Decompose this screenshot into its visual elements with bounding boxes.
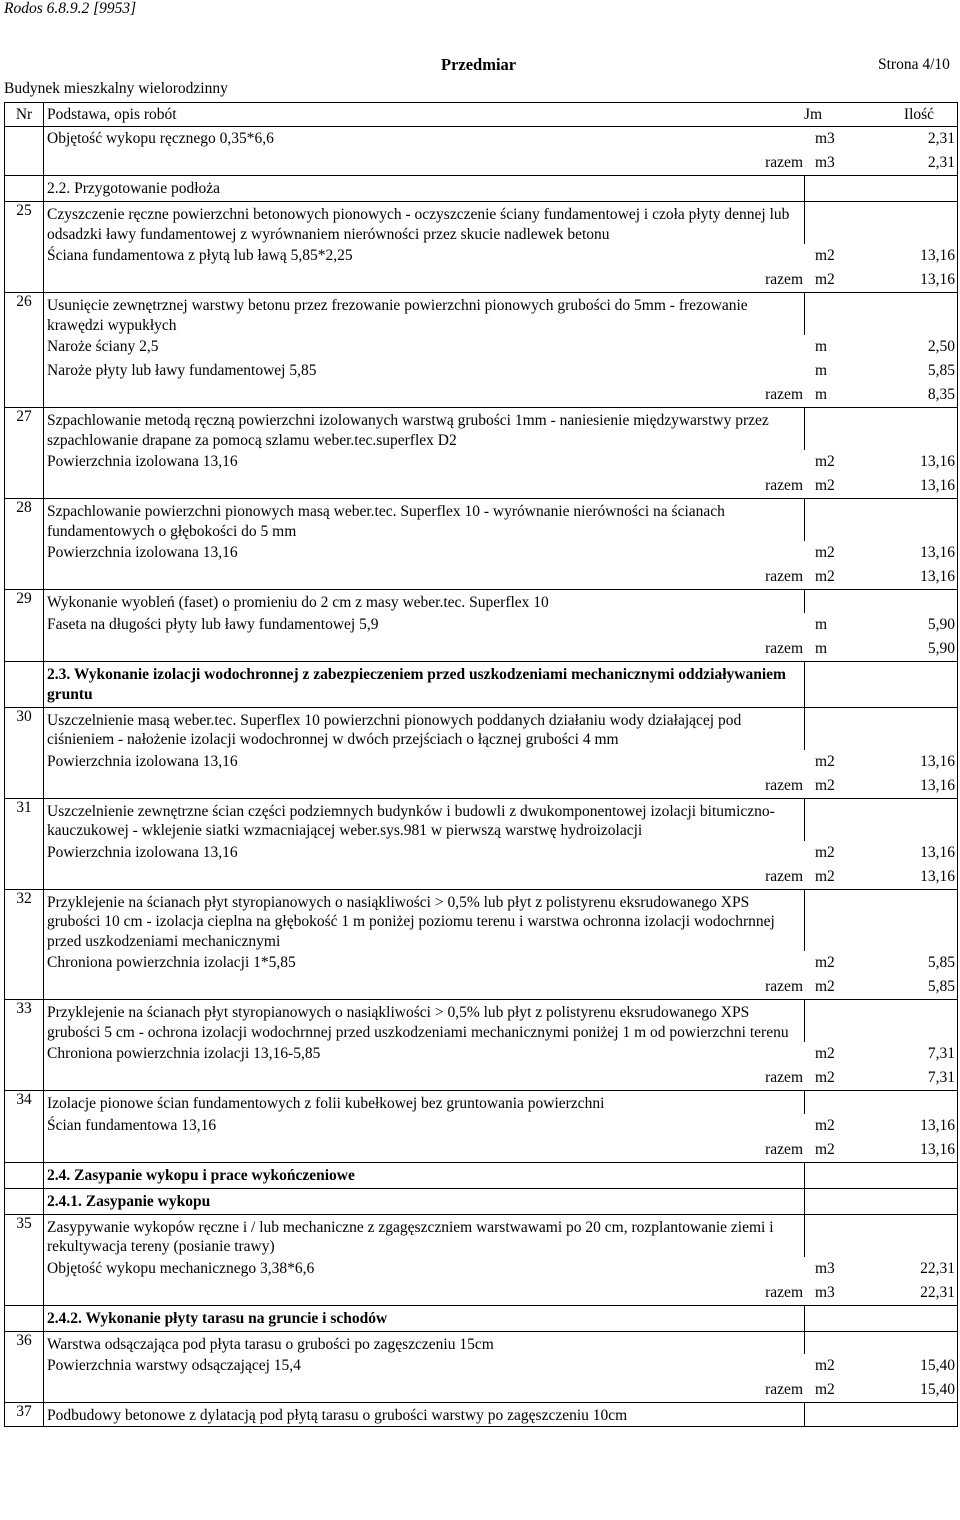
unit-qty-cell [804, 799, 958, 841]
item-number [4, 450, 44, 474]
measure-unit: m2 [815, 544, 835, 561]
table-row [4, 708, 958, 750]
table-row [4, 1042, 958, 1066]
total-value: 15,40 [920, 1381, 955, 1398]
total-unit: m2 [815, 271, 835, 288]
table-header [4, 102, 958, 127]
table-row [4, 951, 958, 975]
unit-qty-cell [804, 708, 958, 750]
table-row [4, 590, 958, 613]
item-number [4, 750, 44, 774]
item-content [44, 450, 958, 474]
item-content [44, 202, 804, 244]
measure-formula: Chroniona powierzchnia izolacji 1*5,85 [47, 954, 296, 971]
table-row [4, 565, 958, 590]
unit-qty-cell [804, 1091, 958, 1114]
item-number [4, 865, 44, 889]
total-label: razem [765, 386, 803, 403]
total-unit: m2 [815, 1140, 835, 1158]
item-number: 28 [4, 499, 44, 541]
item-content [44, 176, 804, 201]
document-title: Przedmiar [441, 55, 517, 74]
item-number [4, 1066, 44, 1090]
section-heading: 2.4. Zasypanie wykopu i prace wykończeniowe [47, 1166, 355, 1184]
item-content [44, 613, 958, 637]
item-content [44, 151, 958, 175]
total-value: 2,31 [927, 154, 955, 171]
item-content [44, 890, 804, 952]
item-content [44, 359, 958, 383]
total-unit: m3 [815, 154, 835, 171]
measure-value: 7,31 [927, 1045, 955, 1062]
unit-qty-cell [804, 1403, 958, 1426]
total-label: razem [765, 1069, 803, 1086]
item-description: Uszczelnienie zewnętrzne ścian części podziemnych budynków i budowli z dwukomponentowej izolacji bitumiczno-kauczukowej - wklejenie siatki wzmacniającej weber.sys.981 w pierwszą warstwę hydroizolacji [47, 802, 775, 839]
item-content [44, 499, 804, 541]
measure-value: 5,85 [927, 954, 955, 971]
item-number [4, 335, 44, 359]
total-value: 13,16 [920, 867, 955, 885]
table-row [4, 1215, 958, 1257]
item-content [44, 1189, 804, 1214]
item-number: 29 [4, 590, 44, 613]
item-content [44, 662, 804, 707]
item-number [4, 244, 44, 268]
col-unit-qty-header [804, 103, 958, 126]
unit-qty-cell [804, 202, 958, 244]
total-unit: m2 [815, 776, 835, 794]
item-content [44, 268, 958, 292]
measure-unit: m3 [815, 1259, 835, 1277]
col-desc-header: Podstawa, opis robót [47, 106, 177, 123]
unit-qty-cell [804, 1163, 958, 1188]
total-unit: m2 [815, 978, 835, 995]
item-number: 31 [4, 799, 44, 841]
item-number: 30 [4, 708, 44, 750]
table-row [4, 499, 958, 541]
table-row [4, 1189, 958, 1215]
item-content [44, 708, 804, 750]
item-number: 26 [4, 293, 44, 335]
item-content [44, 1114, 958, 1138]
item-content [44, 1066, 958, 1090]
table-row [4, 841, 958, 865]
item-number [4, 1378, 44, 1402]
item-description: Izolacje pionowe ścian fundamentowych z folii kubełkowej bez gruntowania powierzchni [47, 1095, 605, 1112]
project-name: Budynek mieszkalny wielorodzinny [4, 80, 228, 97]
measure-formula: Powierzchnia warstwy odsączającej 15,4 [47, 1357, 301, 1374]
measure-value: 13,16 [920, 453, 955, 470]
item-content [44, 1091, 804, 1114]
item-description: Warstwa odsączająca pod płyta tarasu o grubości po zagęszczeniu 15cm [47, 1335, 494, 1353]
measure-formula: Naroże ściany 2,5 [47, 338, 159, 355]
table-row [4, 890, 958, 952]
measure-formula: Powierzchnia izolowana 13,16 [47, 843, 238, 861]
item-number [4, 1281, 44, 1305]
measure-unit: m2 [815, 1045, 835, 1062]
item-content [44, 799, 804, 841]
total-unit: m2 [815, 568, 835, 585]
item-number [4, 637, 44, 661]
measure-formula: Naroże płyty lub ławy fundamentowej 5,85 [47, 362, 317, 379]
item-number [4, 151, 44, 175]
unit-qty-cell [804, 1215, 958, 1257]
table-row [4, 268, 958, 293]
measure-value: 13,16 [920, 544, 955, 561]
total-unit: m [815, 386, 828, 403]
item-number [4, 774, 44, 798]
table-row [4, 1332, 958, 1355]
unit-qty-cell [804, 1000, 958, 1042]
measure-unit: m2 [815, 954, 835, 971]
table-row [4, 774, 958, 799]
item-description: Uszczelnienie masą weber.tec. Superflex 10 powierzchni pionowych poddanych działaniu wody działającej pod ciśnieniem - nałożenie izolacji wodochronnej w dwóch przejściach o łącznej grubości 4 mm [47, 711, 742, 748]
item-number [4, 1354, 44, 1378]
measure-value: 2,31 [927, 130, 955, 147]
item-number [4, 613, 44, 637]
item-description: Podbudowy betonowe z dylatacją pod płytą tarasu o grubości warstwy po zagęszczeniu 10cm [47, 1407, 628, 1424]
table-row [4, 474, 958, 499]
software-version: Rodos 6.8.9.2 [9953] [4, 0, 137, 17]
item-content [44, 865, 958, 889]
item-number: 27 [4, 408, 44, 450]
item-number [4, 662, 44, 707]
item-number [4, 841, 44, 865]
measure-unit: m [815, 338, 828, 355]
item-description: Czyszczenie ręczne powierzchni betonowych pionowych - oczyszczenie ściany fundamentowej i czoła płyty dennej lub odsadzki ławy fundamentowej z wyrównaniem nierówności przez skucie nadlewek betonu [47, 206, 790, 243]
item-description: Wykonanie wyobleń (faset) o promieniu do 2 cm z masy weber.tec. Superflex 10 [47, 594, 549, 611]
measure-unit: m2 [815, 453, 835, 470]
measure-formula: Objętość wykopu ręcznego 0,35*6,6 [47, 130, 274, 147]
table-row [4, 1378, 958, 1403]
item-content [44, 1138, 958, 1162]
table-row [4, 865, 958, 890]
measure-unit: m2 [815, 843, 835, 861]
item-content [44, 383, 958, 407]
total-unit: m2 [815, 1069, 835, 1086]
item-content [44, 841, 958, 865]
table-row [4, 383, 958, 408]
total-label: razem [765, 867, 803, 885]
section-heading: 2.2. Przygotowanie podłoża [47, 180, 221, 197]
item-number: 25 [4, 202, 44, 244]
measure-unit: m [815, 615, 828, 633]
item-content [44, 408, 804, 450]
item-content [44, 1306, 804, 1331]
item-description: Szpachlowanie metodą ręczną powierzchni izolowanych warstwą grubości 1mm - naniesienie międzywarstwy przez szpachlowanie drapane za pomocą szlamu weber.tec.superflex D2 [47, 412, 769, 449]
table-row [4, 662, 958, 708]
item-content [44, 1042, 958, 1066]
table-row [4, 1114, 958, 1138]
item-number [4, 474, 44, 498]
measure-formula: Objętość wykopu mechanicznego 3,38*6,6 [47, 1259, 315, 1277]
table-row [4, 408, 958, 450]
page-number: Strona 4/10 [878, 56, 950, 73]
measure-value: 15,40 [920, 1357, 955, 1374]
unit-qty-cell [804, 499, 958, 541]
table-row [4, 637, 958, 662]
item-number: 34 [4, 1091, 44, 1114]
item-number [4, 1138, 44, 1162]
table-row [4, 613, 958, 637]
total-value: 5,85 [927, 978, 955, 995]
table-row [4, 202, 958, 244]
col-unit-header: Jm [804, 106, 823, 123]
item-number [4, 359, 44, 383]
measure-formula: Chroniona powierzchnia izolacji 13,16-5,85 [47, 1045, 321, 1062]
item-content [44, 1332, 804, 1355]
col-qty-header: Ilość [903, 106, 935, 123]
measure-value: 2,50 [927, 338, 955, 355]
total-value: 7,31 [927, 1069, 955, 1086]
table-row [4, 1138, 958, 1163]
measure-unit: m2 [815, 1357, 835, 1374]
section-heading: 2.4.1. Zasypanie wykopu [47, 1192, 211, 1210]
item-content [44, 975, 958, 999]
item-content [44, 541, 958, 565]
item-number [4, 383, 44, 407]
total-label: razem [765, 154, 803, 171]
table-row [4, 176, 958, 202]
total-unit: m [815, 639, 828, 657]
total-value: 5,90 [927, 639, 955, 657]
table-row [4, 127, 958, 151]
item-content [44, 244, 958, 268]
measure-value: 5,90 [927, 615, 955, 633]
item-content [44, 590, 804, 613]
table-row [4, 799, 958, 841]
item-number [4, 176, 44, 201]
measure-formula: Powierzchnia izolowana 13,16 [47, 453, 238, 470]
item-number [4, 1257, 44, 1281]
item-number: 35 [4, 1215, 44, 1257]
col-nr-header: Nr [4, 103, 44, 126]
measure-unit: m2 [815, 752, 835, 770]
item-number [4, 1189, 44, 1214]
item-content [44, 1163, 804, 1188]
item-number [4, 127, 44, 151]
item-number: 36 [4, 1332, 44, 1355]
item-number [4, 1114, 44, 1138]
item-description: Szpachlowanie powierzchni pionowych masą weber.tec. Superflex 10 - wyrównanie nierówności na ścianach fundamentowych o głębokości do 5 mm [47, 503, 725, 540]
total-unit: m2 [815, 1381, 835, 1398]
estimate-table [4, 102, 958, 1427]
total-label: razem [765, 477, 803, 494]
total-value: 13,16 [920, 568, 955, 585]
total-value: 22,31 [920, 1283, 955, 1301]
item-content [44, 1215, 804, 1257]
measure-unit: m2 [815, 1116, 835, 1134]
unit-qty-cell [804, 890, 958, 952]
measure-value: 22,31 [920, 1259, 955, 1277]
item-number [4, 541, 44, 565]
item-content [44, 1354, 958, 1378]
table-body [4, 127, 958, 1427]
item-content [44, 335, 958, 359]
measure-unit: m2 [815, 247, 835, 264]
measure-formula: Ścian fundamentowa 13,16 [47, 1116, 217, 1134]
item-number: 37 [4, 1403, 44, 1426]
unit-qty-cell [804, 176, 958, 201]
table-row [4, 450, 958, 474]
item-number [4, 565, 44, 589]
unit-qty-cell [804, 662, 958, 707]
unit-qty-cell [804, 293, 958, 335]
unit-qty-cell [804, 1332, 958, 1355]
table-row [4, 1306, 958, 1332]
item-content [44, 565, 958, 589]
item-number [4, 975, 44, 999]
item-description: Zasypywanie wykopów ręczne i / lub mechaniczne z zgagęszczniem warstwawami po 20 cm, rozplantowanie ziemi i rekultywacja tereny (posianie trawy) [47, 1218, 774, 1255]
unit-qty-cell [804, 590, 958, 613]
table-row [4, 1066, 958, 1091]
total-label: razem [765, 1283, 803, 1301]
measure-unit: m [815, 362, 828, 379]
total-value: 13,16 [920, 271, 955, 288]
table-row [4, 1091, 958, 1114]
total-label: razem [765, 639, 803, 657]
item-content [44, 750, 958, 774]
item-content [44, 951, 958, 975]
total-value: 13,16 [920, 776, 955, 794]
section-heading: 2.4.2. Wykonanie płyty tarasu na gruncie i schodów [47, 1309, 388, 1327]
measure-unit: m3 [815, 130, 835, 147]
table-row [4, 541, 958, 565]
total-label: razem [765, 1381, 803, 1398]
item-number: 32 [4, 890, 44, 952]
table-row [4, 1403, 958, 1427]
item-content [44, 474, 958, 498]
measure-value: 13,16 [920, 843, 955, 861]
item-number [4, 1042, 44, 1066]
total-value: 13,16 [920, 477, 955, 494]
measure-value: 5,85 [927, 362, 955, 379]
unit-qty-cell [804, 408, 958, 450]
total-label: razem [765, 568, 803, 585]
item-number [4, 1306, 44, 1331]
measure-value: 13,16 [920, 752, 955, 770]
total-unit: m2 [815, 867, 835, 885]
item-content [44, 293, 804, 335]
table-row [4, 1257, 958, 1281]
total-value: 8,35 [927, 386, 955, 403]
table-row [4, 1000, 958, 1042]
table-row [4, 244, 958, 268]
measure-value: 13,16 [920, 247, 955, 264]
item-number [4, 1163, 44, 1188]
measure-value: 13,16 [920, 1116, 955, 1134]
measure-formula: Powierzchnia izolowana 13,16 [47, 544, 238, 561]
measure-formula: Faseta na długości płyty lub ławy fundamentowej 5,9 [47, 615, 379, 633]
table-row [4, 151, 958, 176]
table-row [4, 335, 958, 359]
total-label: razem [765, 776, 803, 794]
item-content [44, 637, 958, 661]
item-content [44, 127, 958, 151]
item-content [44, 774, 958, 798]
item-content [44, 1403, 804, 1426]
total-label: razem [765, 1140, 803, 1158]
table-row [4, 975, 958, 1000]
item-number [4, 951, 44, 975]
item-number: 33 [4, 1000, 44, 1042]
section-heading: 2.3. Wykonanie izolacji wodochronnej z zabezpieczeniem przed uszkodzeniami mechanicznymi oddziaływaniem gruntu [47, 665, 786, 703]
total-value: 13,16 [920, 1140, 955, 1158]
item-description: Usunięcie zewnętrznej warstwy betonu przez frezowanie powierzchni pionowych grubości do 5mm - frezowanie krawędzi wypukłych [47, 297, 748, 334]
table-row [4, 1163, 958, 1189]
item-number [4, 268, 44, 292]
table-row [4, 359, 958, 383]
total-unit: m3 [815, 1283, 835, 1301]
item-content [44, 1000, 804, 1042]
unit-qty-cell [804, 1189, 958, 1214]
total-label: razem [765, 978, 803, 995]
total-label: razem [765, 271, 803, 288]
item-content [44, 1378, 958, 1402]
unit-qty-cell [804, 1306, 958, 1331]
table-row [4, 750, 958, 774]
total-unit: m2 [815, 477, 835, 494]
table-row [4, 1281, 958, 1306]
item-description: Przyklejenie na ścianach płyt styropianowych o nasiąkliwości > 0,5% lub płyt z polistyrenu eksrudowanego XPS grubości 10 cm - izolacja cieplna na głębokość 1 m poniżej poziomu terenu i warstwa ochronna izolacji wodochrnnej przed uszkodzeniami mechanicznymi [47, 893, 775, 950]
measure-formula: Powierzchnia izolowana 13,16 [47, 752, 238, 770]
table-row [4, 1354, 958, 1378]
item-content [44, 1281, 958, 1305]
item-content [44, 1257, 958, 1281]
measure-formula: Ściana fundamentowa z płytą lub ławą 5,85*2,25 [47, 247, 353, 264]
item-description: Przyklejenie na ścianach płyt styropianowych o nasiąkliwości > 0,5% lub płyt z polistyrenu eksrudowanego XPS grubości 5 cm - ochrona izolacji wodochrnnej przed uszkodzeniami mechanicznymi poniżej 1 m od powierzchni terenu [47, 1004, 789, 1041]
table-row [4, 293, 958, 335]
